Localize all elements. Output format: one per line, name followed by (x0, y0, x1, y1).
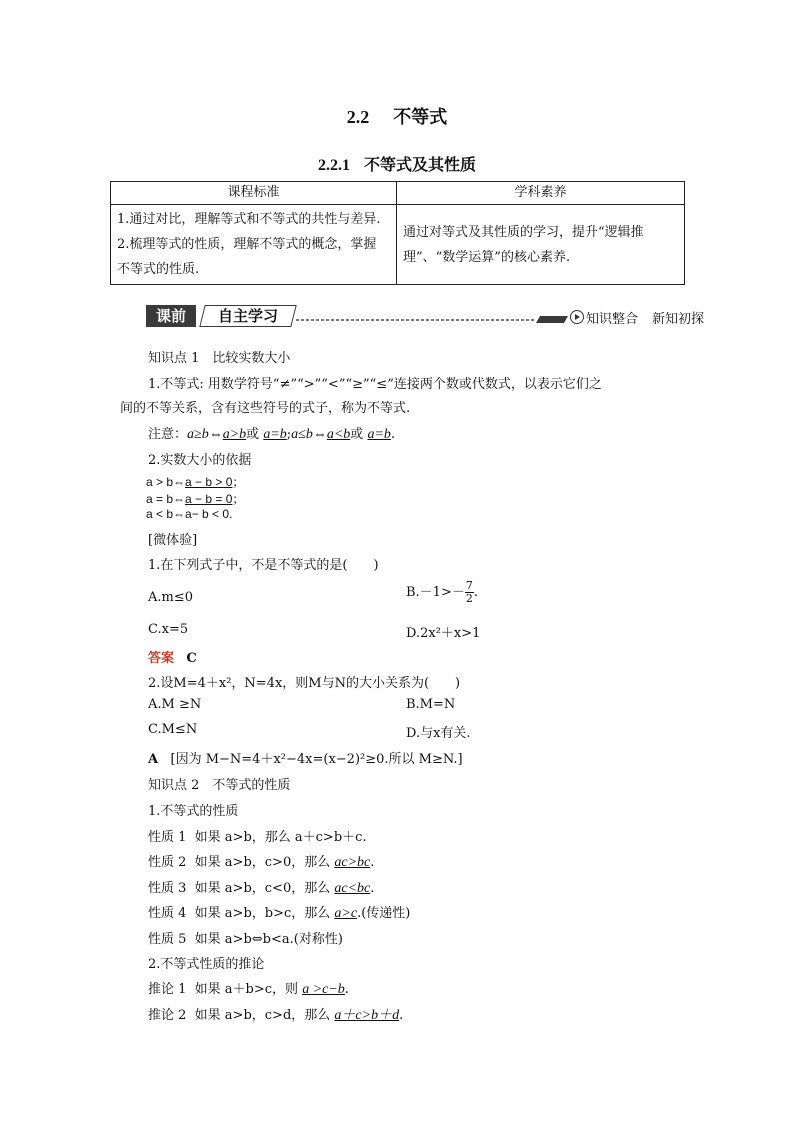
property-text: 如果 a>b，b>c，那么 (194, 906, 335, 921)
property-4 (148, 902, 410, 922)
band-tag-self-study-text: 自主学习 (217, 307, 278, 325)
subsection-title (0, 152, 794, 175)
band-tag-self-study (199, 305, 296, 327)
practice-heading: [微体验] (148, 533, 198, 548)
basis-answer: a − b = 0 (185, 492, 233, 506)
subsection-title-text: 不等式及其性质 (363, 155, 476, 174)
kp1-def-line2: 间的不等关系，含有这些符号的式子，称为不等式. (120, 401, 411, 416)
kp2-sub2: 2.不等式性质的推论 (148, 957, 265, 972)
corollary-end: . (344, 982, 349, 997)
fraction-denominator: 2 (465, 592, 473, 605)
property-text: 如果 a>b⇔b<a.(对称性) (194, 932, 343, 947)
option-b-end: . (473, 585, 478, 600)
property-label: 性质 5 (148, 932, 187, 947)
corollary-answer: a＋c>b＋d (334, 1008, 400, 1023)
q1-option-d: D.2x²＋x>1 (406, 626, 481, 641)
band-dotted-rule (296, 319, 536, 321)
table-header-literacy: 学科素养 (397, 182, 685, 205)
corollary-label: 推论 2 (148, 1008, 187, 1023)
q1-option-c: C.x=5 (148, 622, 189, 637)
literacy-line: 理”、“数学运算”的核心素养. (403, 249, 571, 265)
band-link-knowledge[interactable]: 知识整合 (586, 312, 639, 327)
question-2: 2.设M=4＋x²，N=4x，则M与N的大小关系为( ) (148, 676, 461, 691)
note-end: . (390, 427, 396, 442)
corollary-text: 如果 a>b，c>d，那么 (194, 1008, 335, 1023)
basis-line-2 (146, 490, 244, 507)
standard-line: 1.通过对比，理解等式和不等式的共性与差异. (117, 212, 381, 227)
option-b-text: B.－1>－ (406, 585, 465, 600)
section-title-text: 不等式 (393, 107, 448, 128)
q2-option-c: C.M≤N (148, 722, 198, 737)
table-header-standard: 课程标准 (111, 182, 397, 205)
fraction-numerator: 7 (465, 579, 473, 592)
q1-option-b (406, 580, 478, 605)
q2-solution (148, 748, 463, 767)
standard-line: 不等式的性质. (117, 262, 200, 277)
answer-line (148, 647, 197, 666)
property-answer: a>c (334, 906, 358, 921)
note-sep: ; (286, 427, 292, 442)
basis-end: ； (232, 475, 245, 489)
answer-label: 答案 (148, 651, 175, 666)
kp1-heading: 知识点 1 比较实数大小 (148, 351, 291, 366)
basis-heading: 2.实数大小的依据 (148, 453, 252, 468)
property-label: 性质 2 (148, 855, 187, 870)
note-part: a≥b⇔ (187, 427, 223, 442)
corollary-answer: a >c−b (302, 982, 345, 997)
section-band (146, 305, 706, 329)
note-answer: a<b (326, 427, 351, 442)
q2-option-a: A.M ≥N (148, 697, 202, 712)
standards-table (110, 181, 685, 285)
property-end: . (370, 881, 375, 896)
note-answer: a=b (263, 427, 287, 442)
kp2-sub1: 1.不等式的性质 (148, 804, 239, 819)
kp1-note (148, 423, 395, 443)
q2-option-d: D.与x有关. (406, 726, 471, 741)
corollary-end: . (399, 1008, 404, 1023)
basis-line-3: a < b⇔a− b < 0. (146, 507, 233, 521)
corollary-label: 推论 1 (148, 982, 187, 997)
q2-solution-text: [因为 M−N=4＋x²−4x=(x−2)²≥0.所以 M≥N.] (170, 752, 463, 767)
property-1 (148, 826, 367, 845)
property-text: 如果 a>b，那么 a＋c>b＋c. (194, 830, 367, 845)
literacy-cell (397, 205, 685, 285)
note-prefix: 注意： (148, 427, 188, 442)
note-answer: a>b (222, 427, 247, 442)
q2-solution-label: A (148, 752, 159, 767)
property-end: . (370, 855, 375, 870)
property-5 (148, 928, 343, 947)
property-2 (148, 851, 374, 871)
band-bar (536, 316, 568, 323)
corollary-1 (148, 978, 349, 998)
kp1-def-line1: 1.不等式: 用数学符号“≠”“>”“<”“≥”“≤”连接两个数或代数式，以表示它们之 (148, 377, 602, 392)
standard-cell (111, 205, 397, 285)
property-text: 如果 a>b，c<0，那么 (194, 881, 335, 896)
literacy-line: 通过对等式及其性质的学习，提升“逻辑推 (403, 224, 644, 240)
section-title (0, 103, 794, 129)
corollary-text: 如果 a＋b>c，则 (194, 982, 303, 997)
basis-end: ； (232, 492, 245, 506)
standard-line: 2.梳理等式的性质，理解不等式的概念，掌握 (117, 237, 377, 252)
band-tag-pre-class: 课前 (146, 305, 196, 327)
note-answer: a=b (367, 427, 391, 442)
question-1: 1.在下列式子中，不是不等式的是( ) (148, 558, 379, 573)
property-3 (148, 877, 374, 897)
property-answer: ac>bc (334, 855, 371, 870)
basis-answer: a − b > 0 (185, 475, 233, 489)
note-or: 或 (350, 427, 364, 442)
corollary-2 (148, 1004, 403, 1024)
band-link-new-knowledge[interactable]: 新知初探 (652, 312, 705, 327)
q2-option-b: B.M=N (406, 697, 456, 712)
fraction (465, 580, 474, 605)
basis-left: a > b⇔ (146, 475, 186, 489)
basis-line-1 (146, 473, 244, 490)
kp2-heading: 知识点 2 不等式的性质 (148, 778, 291, 793)
note-part: a≤b⇔ (291, 427, 327, 442)
play-icon[interactable] (570, 310, 584, 324)
subsection-number: 2.2.1 (317, 157, 350, 174)
property-end: .(传递性) (357, 906, 411, 921)
property-label: 性质 4 (148, 906, 187, 921)
property-answer: ac<bc (334, 881, 371, 896)
property-text: 如果 a>b，c>0，那么 (194, 855, 335, 870)
basis-left: a = b⇔ (146, 492, 186, 506)
section-number: 2.2 (346, 107, 370, 127)
property-label: 性质 3 (148, 881, 187, 896)
note-or: 或 (246, 427, 260, 442)
q1-option-a: A.m≤0 (148, 590, 194, 605)
property-label: 性质 1 (148, 830, 187, 845)
answer-value: C (186, 651, 197, 666)
